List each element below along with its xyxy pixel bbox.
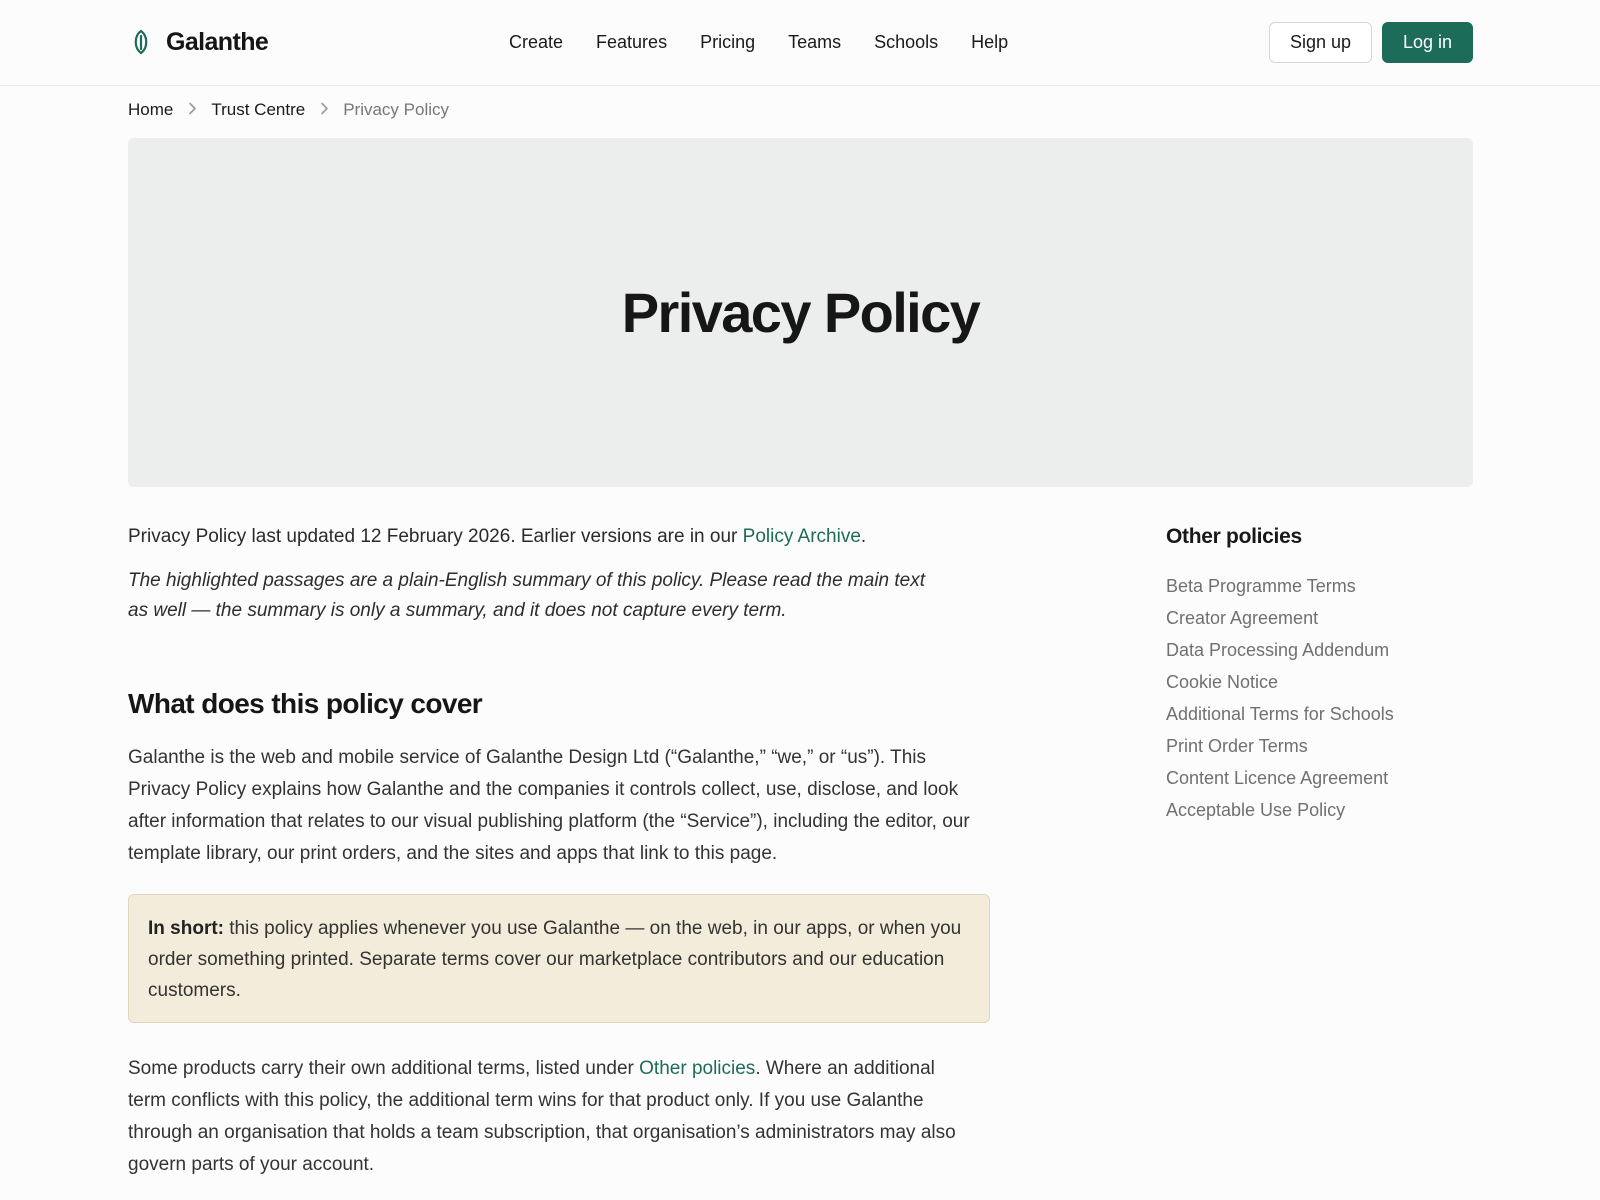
breadcrumb-home[interactable]: Home (128, 100, 174, 119)
list-item (1166, 570, 1466, 602)
log-in-button[interactable]: Log in (1382, 22, 1473, 63)
breadcrumb-trust-centre[interactable]: Trust Centre (211, 100, 306, 119)
last-updated-suffix: . (860, 526, 867, 547)
other-policies-link[interactable]: Other policies (639, 1058, 756, 1079)
callout-text: this policy applies whenever you use Galanthe — on the web, in our apps, or when you order something printed. Separate terms cover our marketplace contributors and our education customers. (148, 918, 962, 1001)
list-item (1166, 666, 1466, 698)
policy-link-acceptable-use-policy[interactable]: Acceptable Use Policy (1166, 800, 1346, 820)
list-item (1166, 698, 1466, 730)
nav-schools[interactable]: Schools (874, 32, 939, 52)
callout-label: In short: (148, 918, 224, 939)
page-title: Privacy Policy (621, 281, 980, 344)
nav-features[interactable]: Features (596, 32, 668, 52)
other-policies-sidebar (1166, 520, 1466, 826)
nav-pricing[interactable]: Pricing (700, 32, 756, 52)
leaf-logo-icon (130, 29, 152, 55)
policy-link-additional-terms-schools[interactable]: Additional Terms for Schools (1166, 704, 1394, 724)
policy-paragraph-1: Galanthe is the web and mobile service of Galanthe Design Ltd (“Galanthe,” “we,” or “us”). This Privacy Policy explains how Galanthe and the companies it controls collect, use, disclose, and look after information that relates to our visual publishing platform (the “Service”), including the editor, our template library, our print orders, and the sites and apps that link to this page. (128, 747, 970, 864)
sidebar-title: Other policies (1166, 525, 1302, 548)
sign-up-button[interactable]: Sign up (1269, 22, 1372, 63)
policy-link-creator-agreement[interactable]: Creator Agreement (1166, 608, 1319, 628)
policy-link-content-licence-agreement[interactable]: Content Licence Agreement (1166, 768, 1389, 788)
policy-paragraph-2 (128, 1053, 978, 1181)
brand-name: Galanthe (166, 27, 269, 56)
summary-intro: The highlighted passages are a plain-English summary of this policy. Please read the main text as well — the summary is only a summary, and it does not capture every term. (128, 570, 926, 621)
list-item (1166, 730, 1466, 762)
in-short-callout (128, 894, 990, 1023)
list-item (1166, 794, 1466, 826)
nav-help[interactable]: Help (971, 32, 1009, 52)
policy-links-list (1166, 570, 1466, 826)
chevron-right-icon (173, 102, 211, 119)
policy-content (128, 520, 998, 1181)
list-item (1166, 634, 1466, 666)
brand-logo-link[interactable] (130, 22, 268, 62)
policy-archive-link[interactable]: Policy Archive (742, 526, 861, 547)
chevron-right-icon (305, 102, 343, 119)
policy-link-beta-programme-terms[interactable]: Beta Programme Terms (1166, 576, 1356, 596)
section-heading: What does this policy cover (128, 688, 483, 719)
hero-banner (128, 138, 1473, 487)
main-nav (509, 30, 1008, 54)
breadcrumb (128, 98, 449, 122)
list-item (1166, 762, 1466, 794)
policy-link-cookie-notice[interactable]: Cookie Notice (1166, 672, 1279, 692)
list-item (1166, 602, 1466, 634)
breadcrumb-current: Privacy Policy (343, 100, 450, 119)
nav-teams[interactable]: Teams (788, 32, 842, 52)
top-navigation-bar (0, 0, 1600, 86)
paragraph-2-prefix: Some products carry their own additional terms, listed under (128, 1058, 640, 1079)
last-updated-prefix: Privacy Policy last updated 12 February 2026. Earlier versions are in our (128, 526, 743, 547)
policy-link-data-processing-addendum[interactable]: Data Processing Addendum (1166, 640, 1390, 660)
policy-link-print-order-terms[interactable]: Print Order Terms (1166, 736, 1308, 756)
paragraph-2-suffix: . Where an additional term conflicts with this policy, the additional term wins for that product only. If you use Galanthe through an organisation that holds a team subscription, that organisation’s administrators may also govern parts of your account. (128, 1058, 956, 1175)
nav-create[interactable]: Create (509, 32, 564, 52)
last-updated-text (128, 520, 998, 554)
